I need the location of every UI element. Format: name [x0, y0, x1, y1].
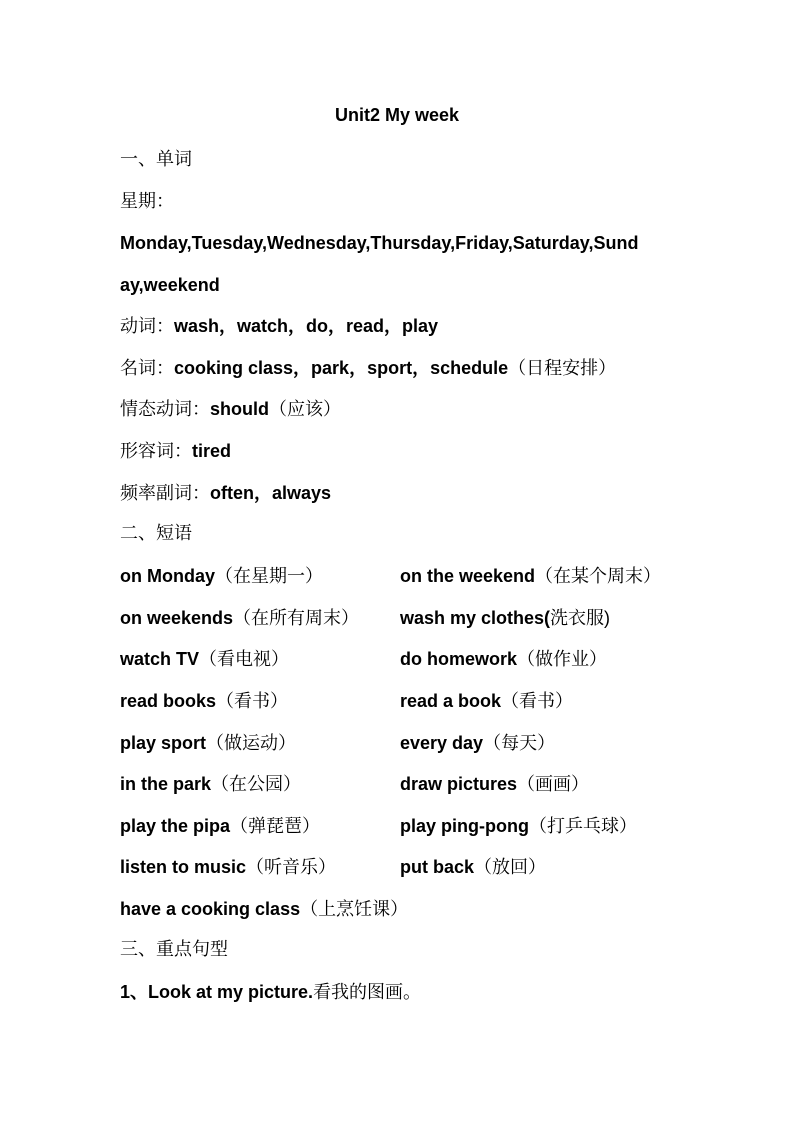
phrase-en: every day	[400, 733, 484, 753]
phrase-zh: 洗衣服)	[550, 608, 611, 628]
weekdays-line-2: ay,weekend	[120, 275, 220, 295]
modal-label: 情态动词：	[120, 399, 210, 419]
phrase-zh: （看书）	[216, 691, 289, 711]
nouns-line	[120, 356, 616, 380]
modal-note: （应该）	[269, 399, 341, 419]
phrase-row	[120, 689, 288, 713]
phrase-en: play the pipa	[120, 816, 231, 836]
phrase-row	[400, 731, 555, 755]
phrase-en: wash my clothes(	[400, 608, 551, 628]
phrase-row	[120, 772, 301, 796]
phrase-row	[400, 772, 589, 796]
modal-line	[120, 397, 341, 421]
phrase-row	[120, 564, 323, 588]
phrase-row	[120, 606, 359, 630]
phrase-zh: （弹琵琶）	[230, 816, 321, 836]
phrase-en: in the park	[120, 774, 212, 794]
phrases-heading: 二、短语	[120, 523, 192, 544]
sentence-number: 1、	[120, 982, 149, 1002]
sentence-zh: 看我的图画。	[313, 982, 422, 1002]
verbs-label: 动词：	[120, 316, 174, 336]
sentence-en: Look at my picture.	[148, 982, 314, 1002]
phrase-zh: （画画）	[517, 774, 590, 794]
freq-line	[120, 481, 331, 505]
freq-label: 频率副词：	[120, 483, 210, 503]
phrase-row	[120, 897, 408, 921]
phrase-row	[120, 814, 320, 838]
nouns-note: （日程安排）	[508, 358, 617, 378]
phrase-en: on Monday	[120, 566, 215, 586]
modal-word: should	[210, 399, 269, 419]
phrase-en: on weekends	[120, 608, 234, 628]
phrase-en: play sport	[120, 733, 207, 753]
phrase-zh: （在所有周末）	[233, 608, 360, 628]
nouns-label: 名词：	[120, 358, 174, 378]
phrase-row	[400, 564, 661, 588]
phrase-en: draw pictures	[400, 774, 518, 794]
phrase-row	[120, 855, 336, 879]
phrase-zh: （看书）	[501, 691, 574, 711]
phrase-row	[120, 731, 296, 755]
verbs-list: wash，watch，do，read，play	[174, 316, 439, 336]
phrase-row	[120, 647, 289, 671]
page-title: Unit2 My week	[334, 105, 460, 125]
phrase-en: read books	[120, 691, 217, 711]
phrase-en: do homework	[400, 649, 518, 669]
weekdays-line-1: Monday,Tuesday,Wednesday,Thursday,Friday,Saturday,Sund	[120, 233, 639, 253]
verbs-line	[120, 314, 438, 338]
phrase-en: watch TV	[120, 649, 200, 669]
adj-word: tired	[192, 441, 232, 461]
phrase-zh: （做作业）	[517, 649, 608, 669]
sentence-1	[120, 980, 421, 1004]
adj-label: 形容词：	[120, 441, 192, 461]
phrase-en: have a cooking class	[120, 899, 301, 919]
vocab-heading: 一、单词	[120, 149, 192, 170]
phrase-zh: （在公园）	[211, 774, 302, 794]
phrase-row	[400, 689, 573, 713]
phrase-zh: （在某个周末）	[535, 566, 662, 586]
freq-words: often，always	[210, 483, 332, 503]
adj-line	[120, 439, 231, 463]
phrase-row	[400, 814, 637, 838]
phrase-row	[400, 647, 607, 671]
phrase-zh: （每天）	[483, 733, 556, 753]
phrase-zh: （做运动）	[206, 733, 297, 753]
phrase-en: on the weekend	[400, 566, 536, 586]
phrase-zh: （听音乐）	[246, 857, 337, 877]
phrase-row	[400, 855, 546, 879]
phrase-row	[400, 606, 610, 630]
phrase-zh: （放回）	[474, 857, 547, 877]
nouns-list: cooking class，park，sport，schedule	[174, 358, 509, 378]
weekdays-label: 星期：	[120, 191, 174, 212]
phrase-zh: （看电视）	[199, 649, 290, 669]
phrase-zh: （打乒乓球）	[528, 816, 637, 836]
phrase-zh: （上烹饪课）	[300, 899, 409, 919]
phrase-en: read a book	[400, 691, 502, 711]
phrase-zh: （在星期一）	[215, 566, 323, 586]
phrase-en: put back	[400, 857, 475, 877]
sentences-heading: 三、重点句型	[120, 939, 228, 960]
phrase-en: listen to music	[120, 857, 247, 877]
phrase-en: play ping-pong	[400, 816, 529, 836]
